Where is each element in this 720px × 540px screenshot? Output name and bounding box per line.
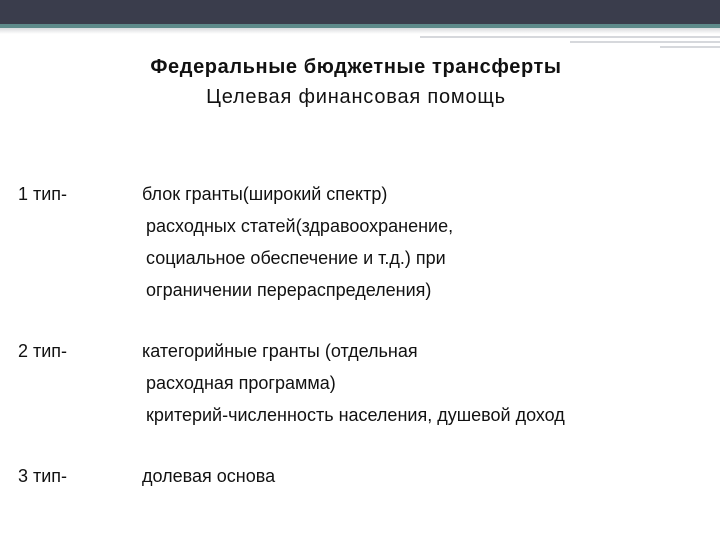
type-1-line-1: блок гранты(широкий спектр) bbox=[142, 184, 388, 204]
type-2-label: 2 тип- bbox=[18, 341, 68, 361]
type-2-block bbox=[18, 335, 718, 431]
type-2-line-2: расходная программа) bbox=[146, 373, 336, 393]
type-1-block bbox=[18, 178, 718, 306]
type-1-line-2: расходных статей(здравоохранение, bbox=[146, 216, 454, 236]
slide-title: Федеральные бюджетные трансферты bbox=[150, 56, 562, 78]
decorative-lines bbox=[420, 34, 720, 50]
type-2-line-3: критерий-численность населения, душевой доход bbox=[146, 405, 565, 425]
type-3-line-1: долевая основа bbox=[142, 466, 276, 486]
type-2-line-1: категорийные гранты (отдельная bbox=[142, 341, 418, 361]
type-1-label: 1 тип- bbox=[18, 184, 68, 204]
type-1-line-4: ограничении перераспределения) bbox=[146, 280, 432, 300]
slide-subtitle: Целевая финансовая помощь bbox=[206, 86, 506, 108]
type-3-block bbox=[18, 460, 718, 492]
header-bar bbox=[0, 0, 720, 24]
type-3-label: 3 тип- bbox=[18, 466, 68, 486]
transfer-types-list bbox=[18, 178, 718, 521]
type-1-line-3: социальное обеспечение и т.д.) при bbox=[146, 248, 446, 268]
